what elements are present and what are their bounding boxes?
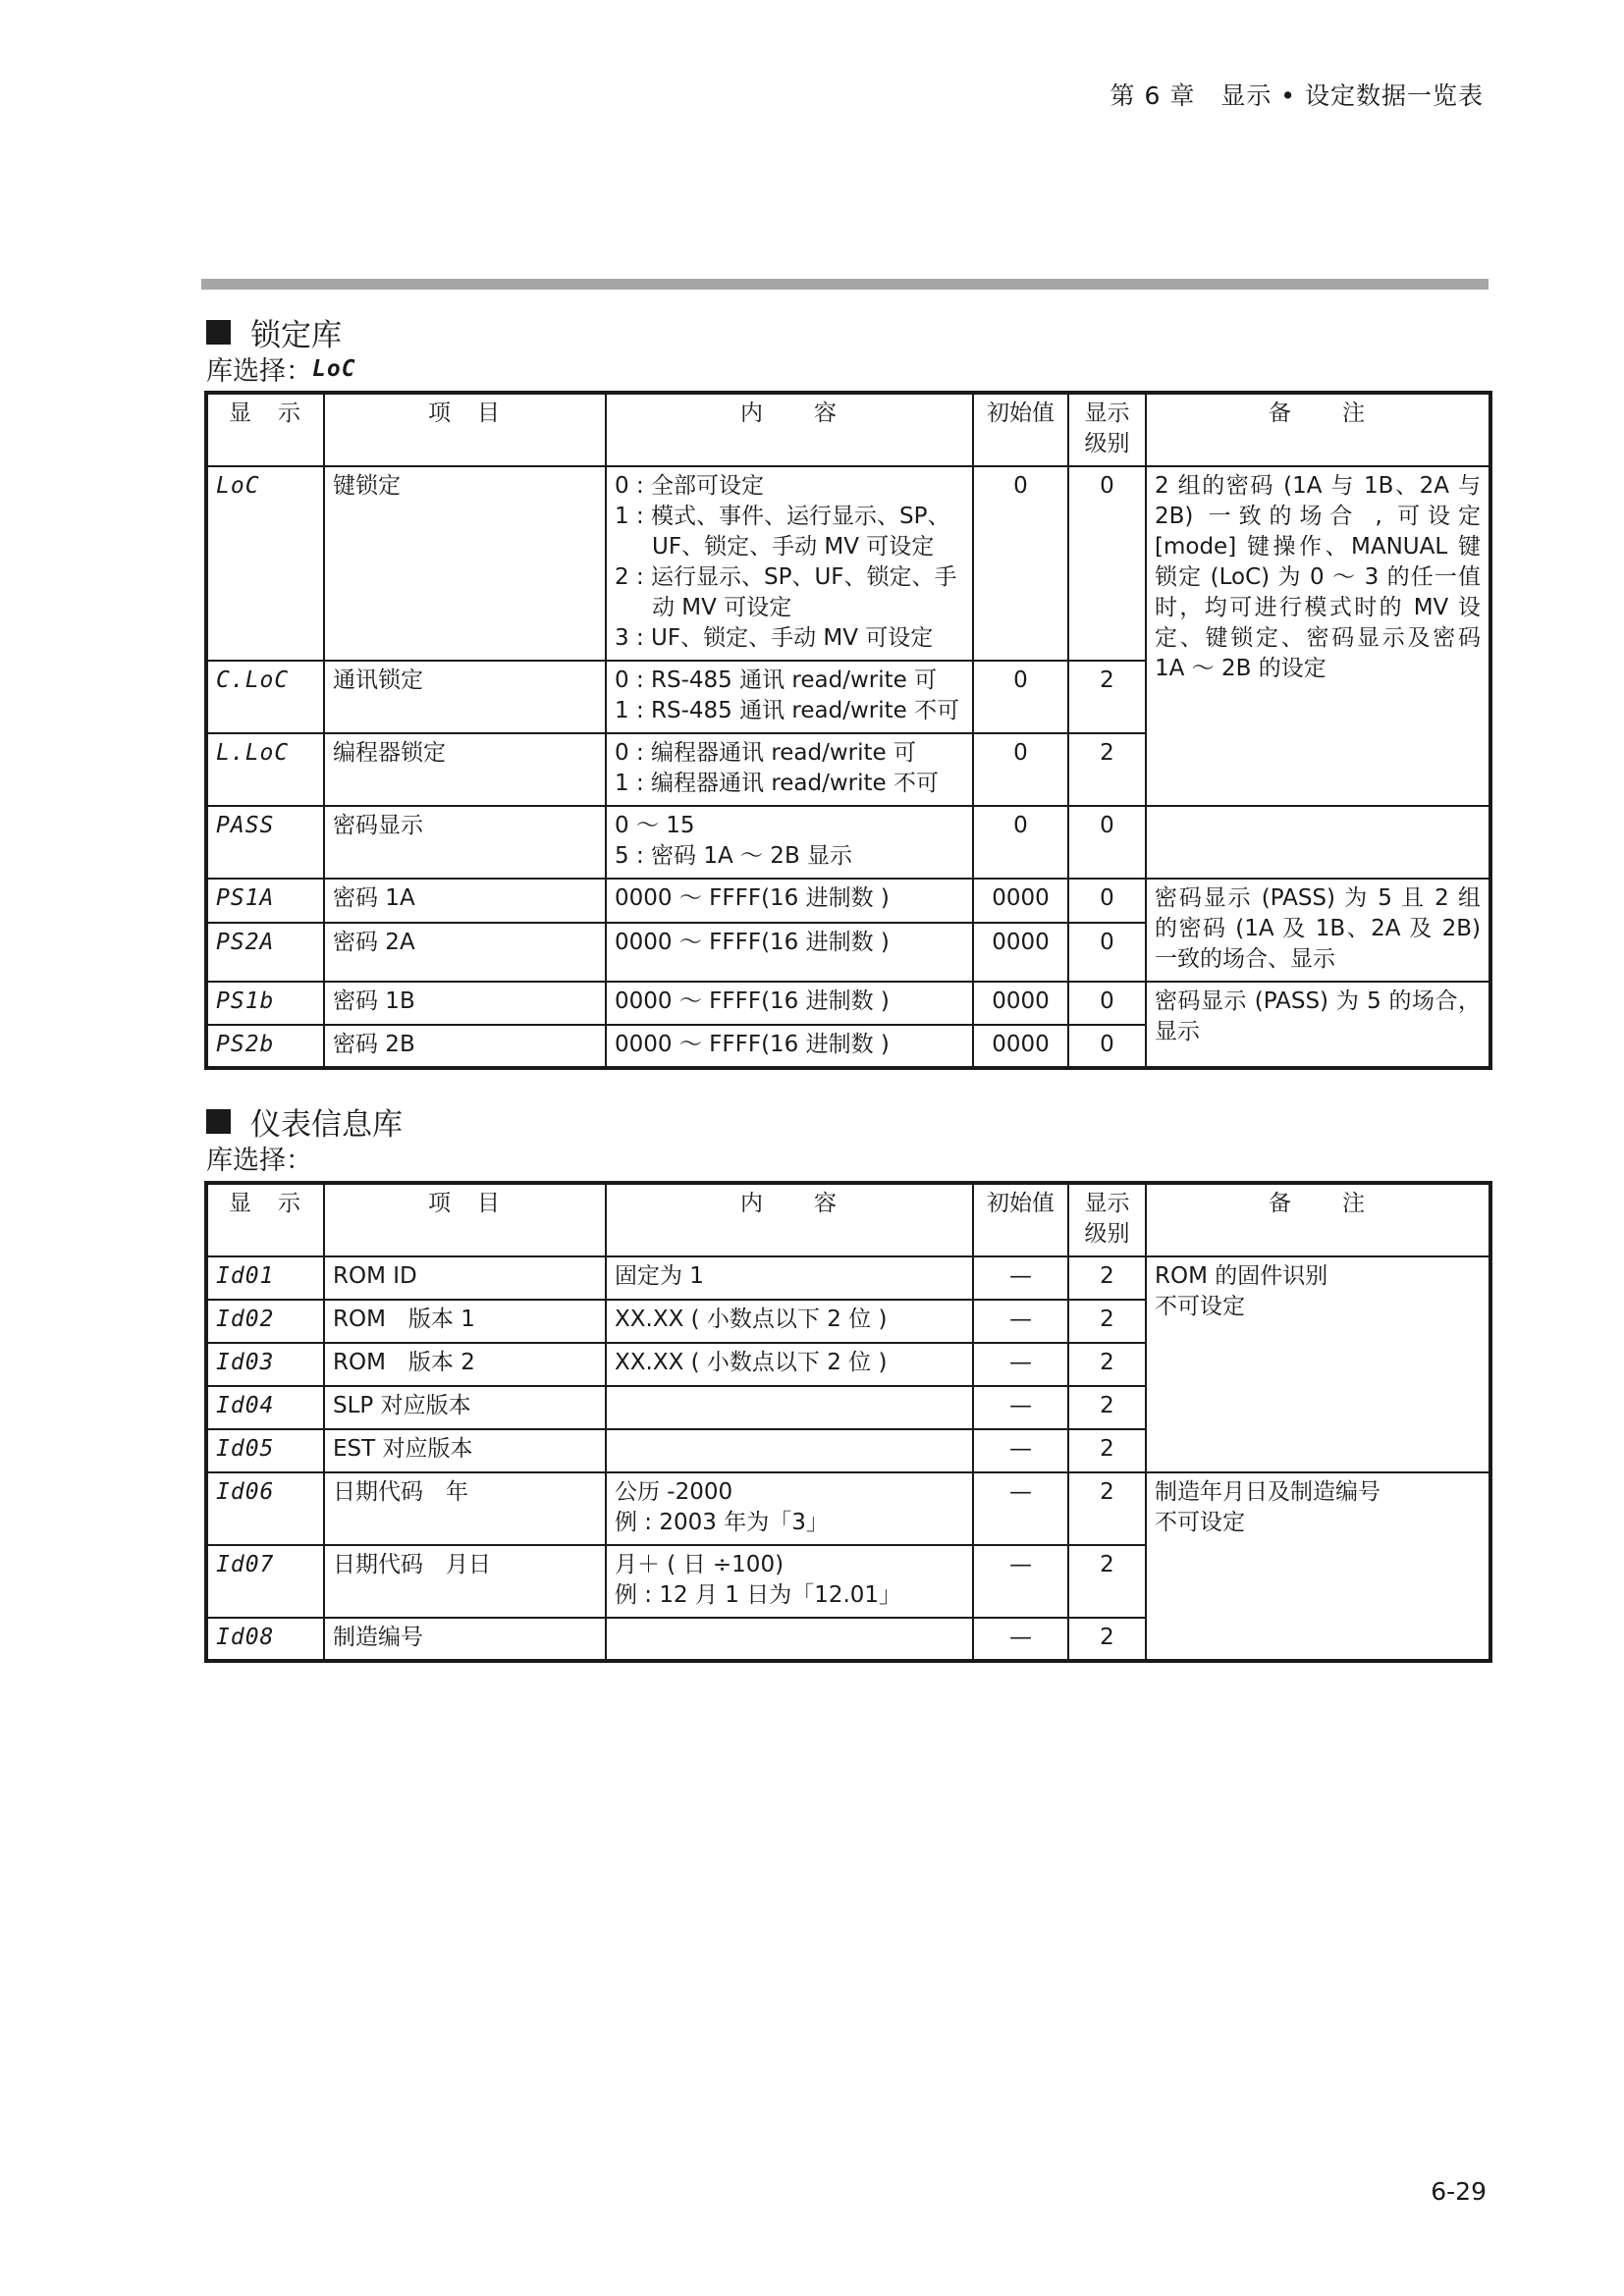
table-row — [206, 1256, 1490, 1300]
display-code: Id05 — [206, 1429, 324, 1472]
item-name: 密码 1A — [324, 879, 606, 923]
display-code: PS2b — [206, 1025, 324, 1068]
initial-value: — — [973, 1256, 1068, 1300]
initial-value: 0000 — [973, 879, 1068, 923]
display-code: Id07 — [206, 1545, 324, 1618]
initial-value: 0 — [973, 466, 1068, 661]
content-cell — [606, 1429, 973, 1472]
col-item: 项 目 — [324, 1183, 606, 1256]
content-cell: 固定为 1 — [606, 1256, 973, 1300]
display-level: 0 — [1068, 1025, 1146, 1068]
col-level: 显示 级别 — [1068, 393, 1146, 466]
lock-bank-title: 锁定库 — [250, 318, 342, 353]
display-level: 2 — [1068, 1545, 1146, 1618]
initial-value: — — [973, 1618, 1068, 1661]
item-name: 密码 1B — [324, 982, 606, 1025]
content-cell: XX.XX ( 小数点以下 2 位 ) — [606, 1300, 973, 1343]
initial-value: — — [973, 1343, 1068, 1386]
initial-value: 0000 — [973, 923, 1068, 982]
col-initial: 初始值 — [973, 393, 1068, 466]
display-level: 2 — [1068, 1386, 1146, 1429]
content-cell: 0 ～ 15 5 : 密码 1A ～ 2B 显示 — [606, 806, 973, 879]
col-level: 显示 级别 — [1068, 1183, 1146, 1256]
content-cell: XX.XX ( 小数点以下 2 位 ) — [606, 1343, 973, 1386]
col-item: 项 目 — [324, 393, 606, 466]
initial-value: — — [973, 1472, 1068, 1545]
display-code: Id04 — [206, 1386, 324, 1429]
table-header-row — [206, 1183, 1490, 1256]
display-code: PASS — [206, 806, 324, 879]
table-row — [206, 879, 1490, 923]
initial-value: 0 — [973, 661, 1068, 733]
display-code: PS2A — [206, 923, 324, 982]
table-row — [206, 982, 1490, 1025]
top-divider — [201, 279, 1489, 290]
item-name: 密码 2B — [324, 1025, 606, 1068]
item-name: 日期代码 月日 — [324, 1545, 606, 1618]
item-name: 日期代码 年 — [324, 1472, 606, 1545]
display-level: 2 — [1068, 1300, 1146, 1343]
content-cell — [606, 1386, 973, 1429]
content-cell: 0000 ～ FFFF(16 进制数 ) — [606, 879, 973, 923]
meter-bank-heading — [206, 1099, 403, 1144]
display-code: C.LoC — [206, 661, 324, 733]
table-row — [206, 1472, 1490, 1545]
item-name: 密码显示 — [324, 806, 606, 879]
display-level: 2 — [1068, 661, 1146, 733]
initial-value: — — [973, 1386, 1068, 1429]
meter-bank-title: 仪表信息库 — [250, 1107, 403, 1143]
col-remark: 备 注 — [1146, 393, 1490, 466]
display-level: 2 — [1068, 1256, 1146, 1300]
initial-value: 0 — [973, 806, 1068, 879]
content-cell — [606, 1618, 973, 1661]
content-cell: 0 : 全部可设定 1 : 模式、事件、运行显示、SP、UF、锁定、手动 MV 可设定 2 : 运行显示、SP、UF、锁定、手动 MV 可设定 3 : UF、锁定、手动 MV 可设定 — [606, 466, 973, 661]
table-row — [206, 466, 1490, 661]
lock-bank-select — [206, 349, 356, 388]
col-display: 显 示 — [206, 393, 324, 466]
remark-cell: 制造年月日及制造编号 不可设定 — [1146, 1472, 1490, 1661]
initial-value: — — [973, 1429, 1068, 1472]
meter-bank-select — [206, 1139, 312, 1177]
content-cell: 0 : RS-485 通讯 read/write 可 1 : RS-485 通讯 read/write 不可 — [606, 661, 973, 733]
select-label: 库选择： — [206, 1146, 312, 1176]
display-level: 0 — [1068, 466, 1146, 661]
display-code: Id03 — [206, 1343, 324, 1386]
content-cell: 0000 ～ FFFF(16 进制数 ) — [606, 982, 973, 1025]
display-code: Id08 — [206, 1618, 324, 1661]
content-cell: 0000 ～ FFFF(16 进制数 ) — [606, 1025, 973, 1068]
col-display: 显 示 — [206, 1183, 324, 1256]
display-level: 2 — [1068, 1343, 1146, 1386]
page-number: 6-29 — [1431, 2177, 1487, 2206]
initial-value: 0 — [973, 733, 1068, 806]
display-level: 0 — [1068, 806, 1146, 879]
initial-value: 0000 — [973, 982, 1068, 1025]
col-content: 内 容 — [606, 393, 973, 466]
item-name: 密码 2A — [324, 923, 606, 982]
item-name: SLP 对应版本 — [324, 1386, 606, 1429]
lock-bank-table — [204, 391, 1492, 1070]
item-name: ROM 版本 1 — [324, 1300, 606, 1343]
display-level: 2 — [1068, 1472, 1146, 1545]
display-code: Id02 — [206, 1300, 324, 1343]
item-name: EST 对应版本 — [324, 1429, 606, 1472]
meter-bank-table — [204, 1181, 1492, 1663]
item-name: 编程器锁定 — [324, 733, 606, 806]
square-bullet-icon — [206, 1109, 231, 1134]
table-row — [206, 806, 1490, 879]
remark-cell: 2 组的密码 (1A 与 1B、2A 与 2B) 一致的场合 , 可设定 [mode] 键操作、MANUAL 键锁定 (LoC) 为 0 ～ 3 的任一值时，均可进行模式时的 MV 设定、键锁定、密码显示及密码 1A ～ 2B 的设定 — [1146, 466, 1490, 806]
remark-cell: ROM 的固件识别 不可设定 — [1146, 1256, 1490, 1472]
display-code: Id06 — [206, 1472, 324, 1545]
display-code: PS1A — [206, 879, 324, 923]
chapter-header: 第 6 章 显示 • 设定数据一览表 — [1110, 81, 1484, 110]
display-code: PS1b — [206, 982, 324, 1025]
remark-cell: 密码显示 (PASS) 为 5 的场合，显示 — [1146, 982, 1490, 1068]
col-initial: 初始值 — [973, 1183, 1068, 1256]
select-label: 库选择： — [206, 356, 312, 387]
content-cell: 0 : 编程器通讯 read/write 可 1 : 编程器通讯 read/write 不可 — [606, 733, 973, 806]
display-code: L.LoC — [206, 733, 324, 806]
item-name: 通讯锁定 — [324, 661, 606, 733]
lock-bank-heading — [206, 310, 342, 354]
col-remark: 备 注 — [1146, 1183, 1490, 1256]
square-bullet-icon — [206, 320, 231, 345]
initial-value: 0000 — [973, 1025, 1068, 1068]
remark-cell — [1146, 806, 1490, 879]
display-code: LoC — [206, 466, 324, 661]
display-level: 2 — [1068, 733, 1146, 806]
col-content: 内 容 — [606, 1183, 973, 1256]
content-cell: 公历 -2000 例 : 2003 年为「3」 — [606, 1472, 973, 1545]
select-code: LoC — [312, 355, 356, 382]
display-code: Id01 — [206, 1256, 324, 1300]
item-name: 制造编号 — [324, 1618, 606, 1661]
remark-cell: 密码显示 (PASS) 为 5 且 2 组的密码 (1A 及 1B、2A 及 2B) 一致的场合、显示 — [1146, 879, 1490, 982]
display-level: 2 — [1068, 1429, 1146, 1472]
initial-value: — — [973, 1300, 1068, 1343]
content-cell: 月＋ ( 日 ÷100) 例 : 12 月 1 日为「12.01」 — [606, 1545, 973, 1618]
table-header-row — [206, 393, 1490, 466]
display-level: 0 — [1068, 923, 1146, 982]
display-level: 0 — [1068, 982, 1146, 1025]
item-name: ROM ID — [324, 1256, 606, 1300]
item-name: ROM 版本 2 — [324, 1343, 606, 1386]
content-cell: 0000 ～ FFFF(16 进制数 ) — [606, 923, 973, 982]
initial-value: — — [973, 1545, 1068, 1618]
display-level: 0 — [1068, 879, 1146, 923]
display-level: 2 — [1068, 1618, 1146, 1661]
item-name: 键锁定 — [324, 466, 606, 661]
